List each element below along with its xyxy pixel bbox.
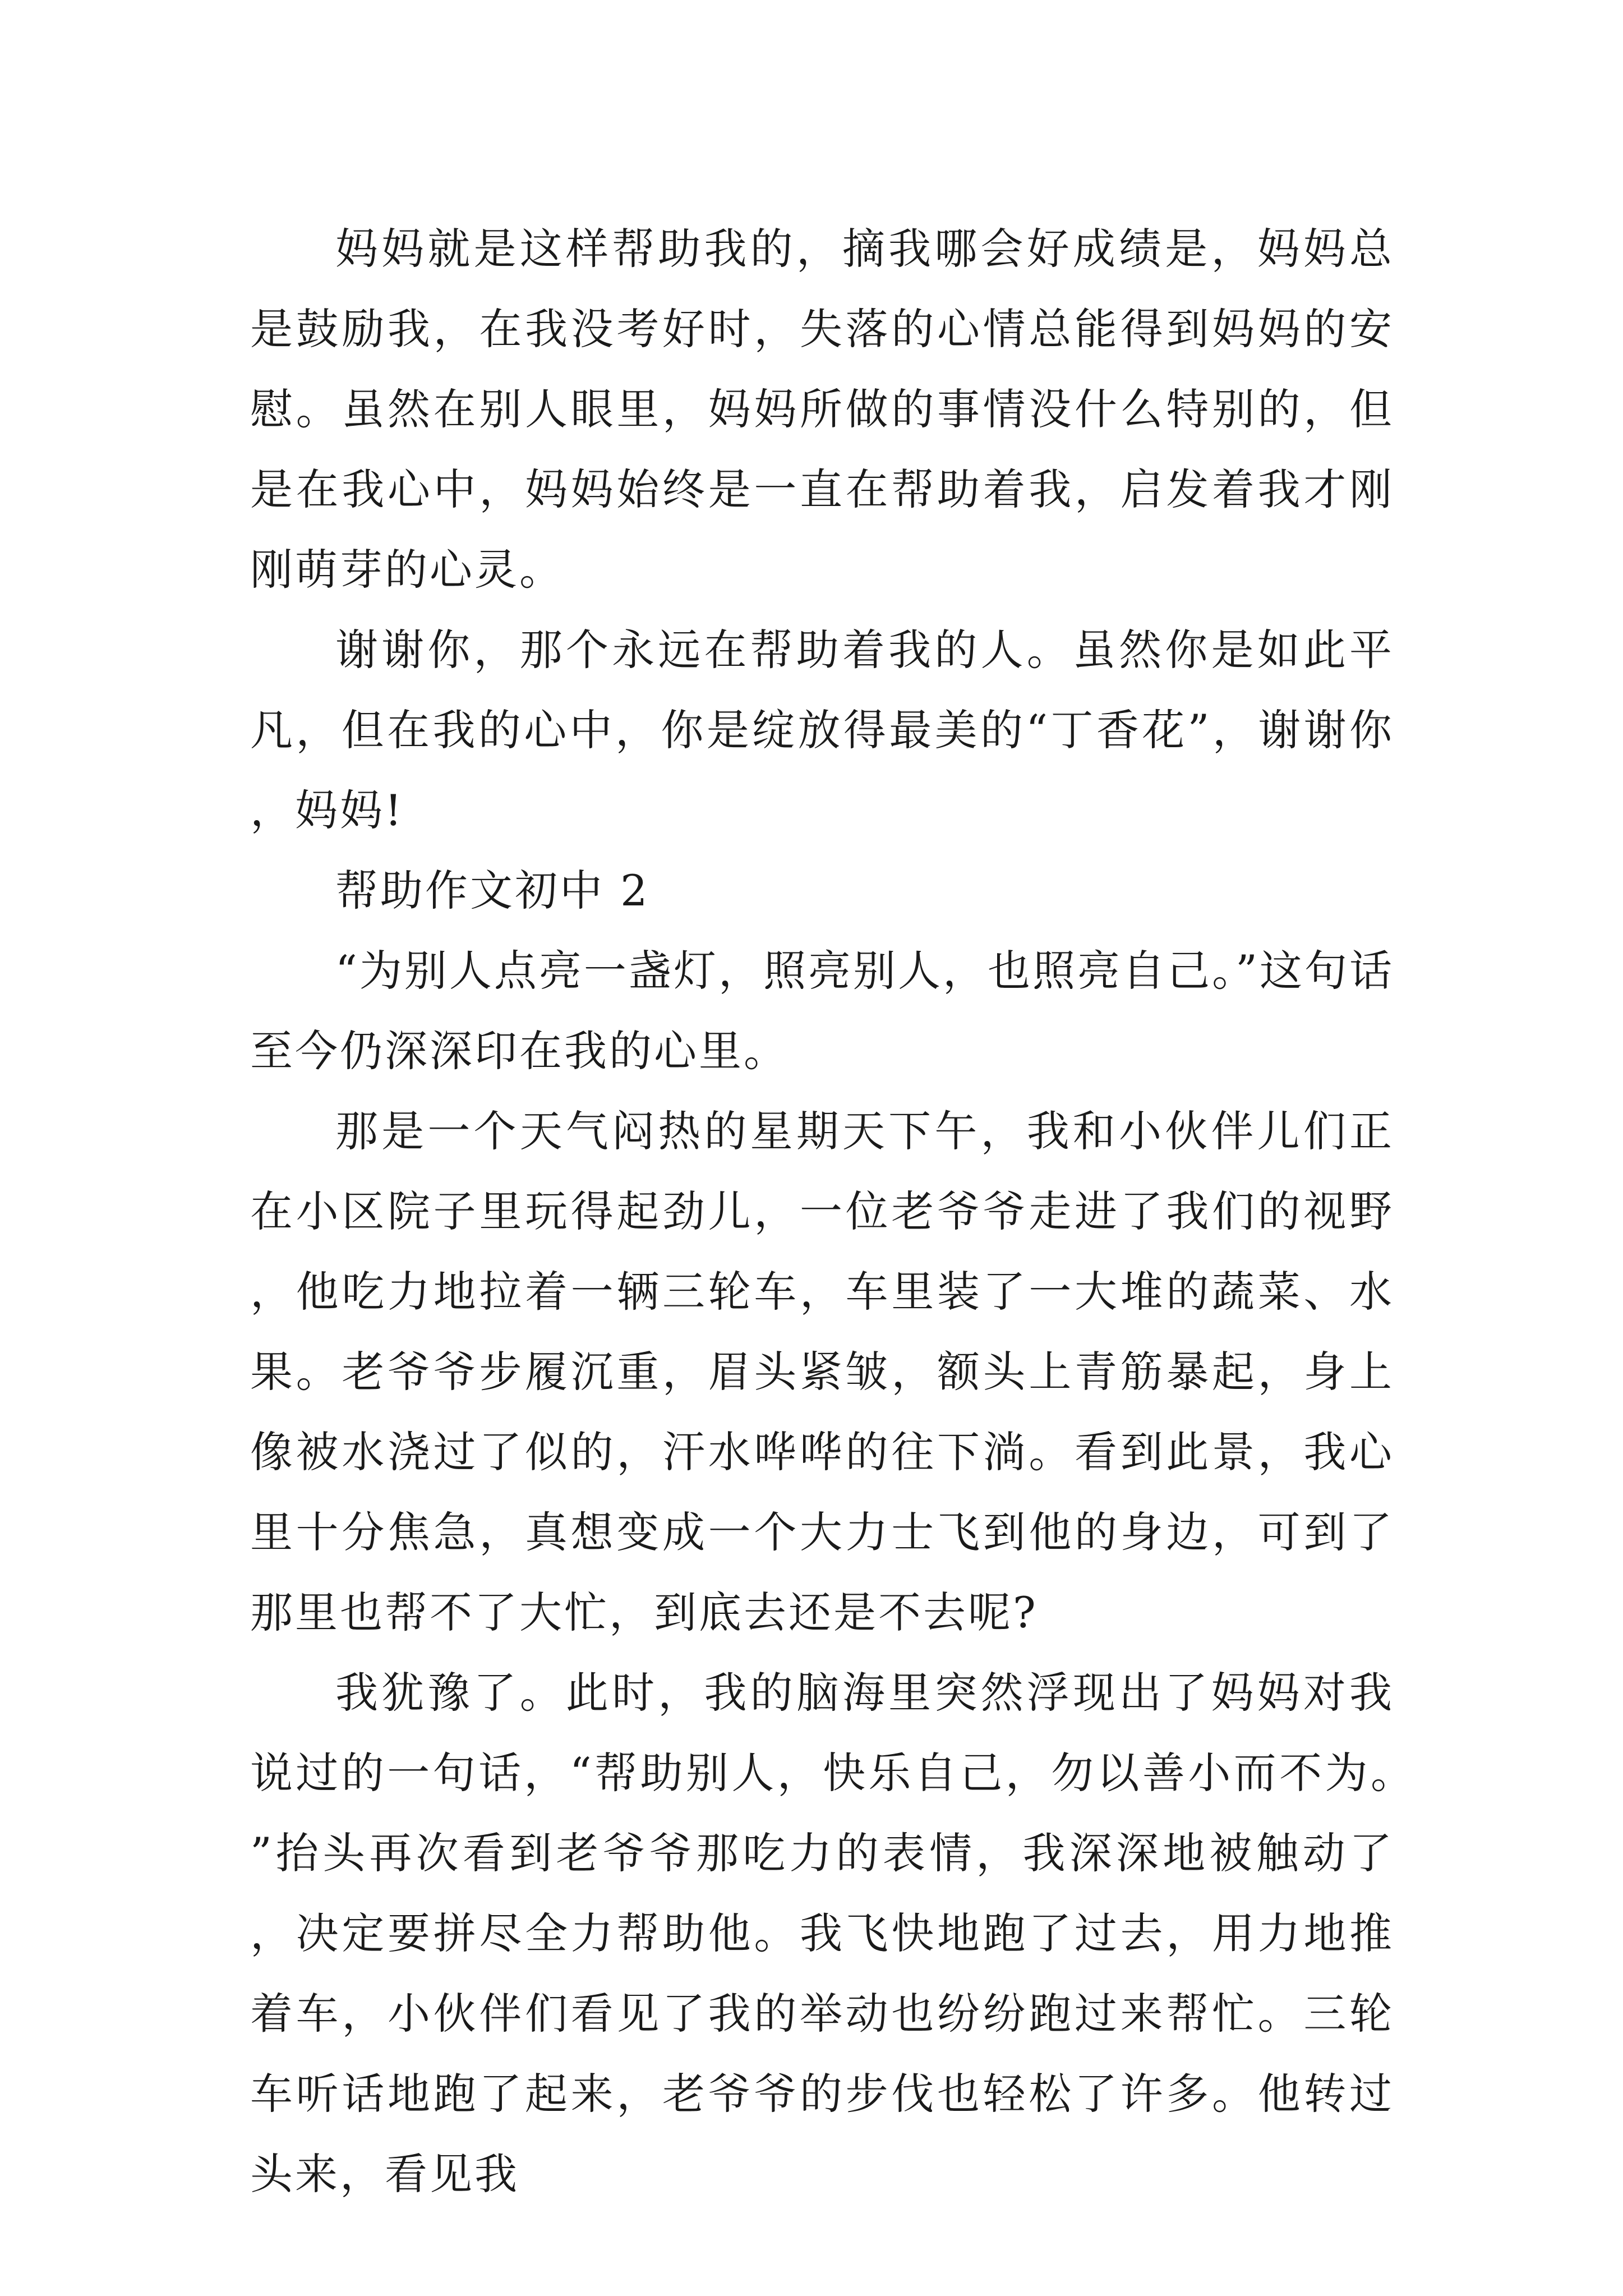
paragraph-thanks-mother: 谢谢你，那个永远在帮助着我的人。虽然你是如此平凡，但在我的心中，你是绽放得最美的“丁香花”，谢谢你，妈妈! (250, 625, 1394, 835)
paragraph-hot-sunday: 那是一个天气闷热的星期天下午，我和小伙伴儿们正在小区院子里玩得起劲儿，一位老爷爷走进了我们的视野，他吃力地拉着一辆三轮车，车里装了一大堆的蔬菜、水果。老爷爷步履沉重，眉头紧皱，额头上青筋暴起，身上像被水浇过了似的，汗水哗哗的往下淌。看到此景，我心里十分焦急，真想变成一个大力士飞到他的身边，可到了那里也帮不了大忙，到底去还是不去呢? (250, 1106, 1394, 1637)
essay-heading: 帮助作文初中 2 (335, 866, 650, 915)
document-body (250, 209, 1394, 2214)
paragraph-hesitation: 我犹豫了。此时，我的脑海里突然浮现出了妈妈对我说过的一句话，“帮助别人，快乐自己，勿以善小而不为。”抬头再次看到老爷爷那吃力的表情，我深深地被触动了，决定要拼尽全力帮助他。我飞快地跑了过去，用力地推着车，小伙伴们看见了我的举动也纷纷跑过来帮忙。三轮车听话地跑了起来，老爷爷的步伐也轻松了许多。他转过头来，看见我 (250, 1668, 1394, 2199)
paragraph-quote-lamp: “为别人点亮一盏灯，照亮别人，也照亮自己。”这句话至今仍深深印在我的心里。 (250, 946, 1394, 1076)
paragraph-mother-help: 妈妈就是这样帮助我的，摘我哪会好成绩是，妈妈总是鼓励我，在我没考好时，失落的心情总能得到妈妈的安慰。虽然在别人眼里，妈妈所做的事情没什么特别的，但是在我心中，妈妈始终是一直在帮助着我，启发着我才刚刚萌芽的心灵。 (250, 224, 1394, 595)
